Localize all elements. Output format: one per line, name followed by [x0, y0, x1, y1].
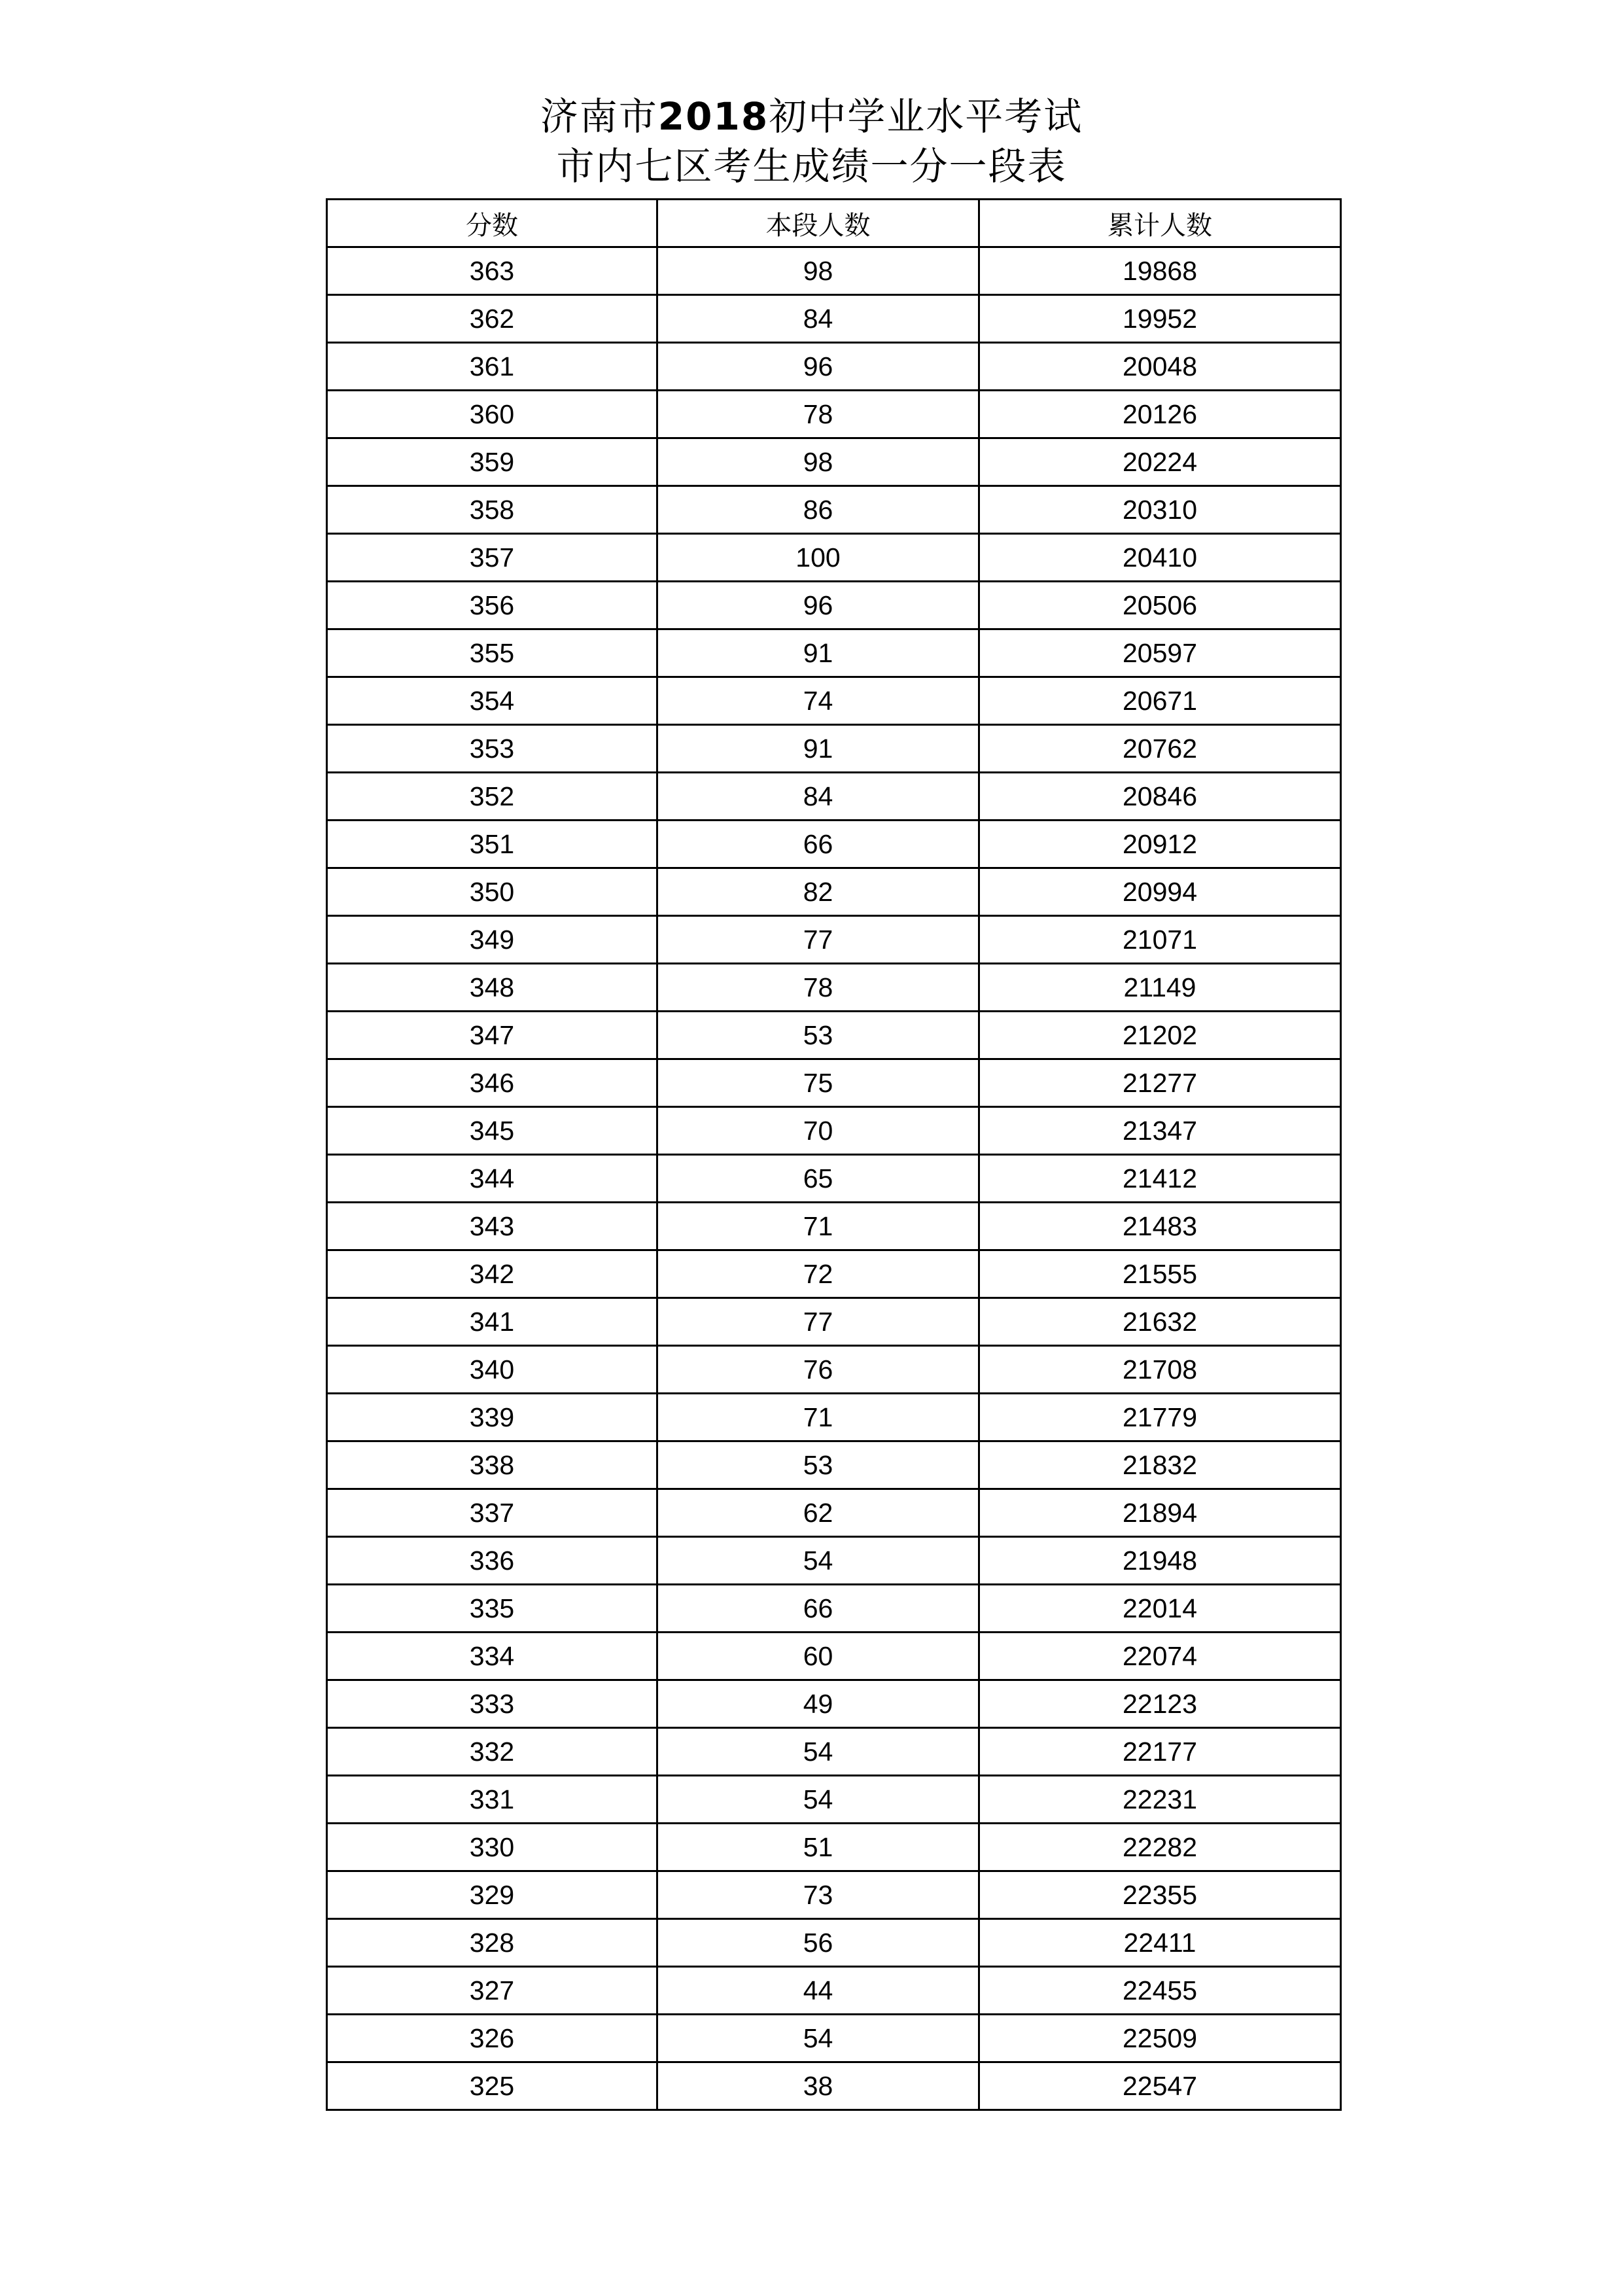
cell-cumulative-count: 21202 [979, 1012, 1341, 1059]
cell-segment-count: 71 [657, 1203, 979, 1250]
cell-cumulative-count: 20912 [979, 821, 1341, 868]
cell-segment-count: 70 [657, 1107, 979, 1155]
table-row [327, 1059, 1341, 1107]
table-row [327, 1776, 1341, 1824]
cell-cumulative-count: 21277 [979, 1059, 1341, 1107]
cell-cumulative-count: 22123 [979, 1680, 1341, 1728]
table-row [327, 964, 1341, 1012]
cell-segment-count: 72 [657, 1250, 979, 1298]
cell-cumulative-count: 20506 [979, 582, 1341, 629]
cell-segment-count: 44 [657, 1967, 979, 2015]
cell-score: 349 [327, 916, 657, 964]
cell-score: 359 [327, 438, 657, 486]
table-row [327, 1967, 1341, 2015]
cell-cumulative-count: 20762 [979, 725, 1341, 773]
cell-segment-count: 56 [657, 1919, 979, 1967]
cell-score: 332 [327, 1728, 657, 1776]
cell-segment-count: 51 [657, 1824, 979, 1871]
table-row [327, 1012, 1341, 1059]
cell-score: 343 [327, 1203, 657, 1250]
cell-segment-count: 78 [657, 391, 979, 438]
table-row [327, 247, 1341, 295]
table-row [327, 2015, 1341, 2062]
cell-score: 357 [327, 534, 657, 582]
cell-cumulative-count: 22074 [979, 1633, 1341, 1680]
table-row [327, 391, 1341, 438]
table-row [327, 1441, 1341, 1489]
cell-cumulative-count: 22177 [979, 1728, 1341, 1776]
table-body [327, 247, 1341, 2110]
cell-score: 345 [327, 1107, 657, 1155]
table-row [327, 1489, 1341, 1537]
cell-score: 341 [327, 1298, 657, 1346]
cell-segment-count: 86 [657, 486, 979, 534]
cell-score: 340 [327, 1346, 657, 1394]
cell-segment-count: 71 [657, 1394, 979, 1441]
table-row [327, 1728, 1341, 1776]
table-row [327, 1250, 1341, 1298]
table-row [327, 2062, 1341, 2110]
cell-segment-count: 75 [657, 1059, 979, 1107]
title-city: 济南市 [540, 94, 658, 139]
cell-score: 360 [327, 391, 657, 438]
cell-segment-count: 60 [657, 1633, 979, 1680]
title-year: 2018 [657, 94, 769, 139]
cell-score: 353 [327, 725, 657, 773]
cell-cumulative-count: 21412 [979, 1155, 1341, 1203]
cell-segment-count: 96 [657, 582, 979, 629]
table-row [327, 438, 1341, 486]
table-row [327, 677, 1341, 725]
cell-cumulative-count: 19868 [979, 247, 1341, 295]
cell-score: 351 [327, 821, 657, 868]
table-row [327, 1298, 1341, 1346]
cell-score: 329 [327, 1871, 657, 1919]
cell-segment-count: 54 [657, 1776, 979, 1824]
document-title [0, 92, 1623, 191]
table-row [327, 1394, 1341, 1441]
table-row [327, 1203, 1341, 1250]
score-distribution-table [326, 198, 1342, 2111]
cell-score: 342 [327, 1250, 657, 1298]
title-line-1 [0, 92, 1623, 141]
cell-cumulative-count: 22411 [979, 1919, 1341, 1967]
cell-score: 331 [327, 1776, 657, 1824]
cell-cumulative-count: 21832 [979, 1441, 1341, 1489]
table-row [327, 1107, 1341, 1155]
title-line-2: 市内七区考生成绩一分一段表 [556, 144, 1067, 188]
cell-cumulative-count: 21632 [979, 1298, 1341, 1346]
cell-segment-count: 98 [657, 247, 979, 295]
cell-score: 328 [327, 1919, 657, 1967]
cell-segment-count: 98 [657, 438, 979, 486]
cell-score: 327 [327, 1967, 657, 2015]
cell-score: 350 [327, 868, 657, 916]
header-segment-count: 本段人数 [657, 200, 979, 247]
cell-score: 352 [327, 773, 657, 821]
header-score: 分数 [327, 200, 657, 247]
cell-cumulative-count: 22282 [979, 1824, 1341, 1871]
cell-segment-count: 96 [657, 343, 979, 391]
cell-score: 356 [327, 582, 657, 629]
table-row [327, 1871, 1341, 1919]
cell-score: 336 [327, 1537, 657, 1585]
table-row [327, 1585, 1341, 1633]
table-row [327, 773, 1341, 821]
cell-segment-count: 74 [657, 677, 979, 725]
cell-cumulative-count: 20597 [979, 629, 1341, 677]
cell-score: 355 [327, 629, 657, 677]
cell-score: 333 [327, 1680, 657, 1728]
cell-score: 335 [327, 1585, 657, 1633]
cell-segment-count: 77 [657, 1298, 979, 1346]
table-row [327, 1680, 1341, 1728]
cell-cumulative-count: 19952 [979, 295, 1341, 343]
cell-segment-count: 38 [657, 2062, 979, 2110]
table-row [327, 1155, 1341, 1203]
cell-segment-count: 100 [657, 534, 979, 582]
table-row [327, 1824, 1341, 1871]
cell-score: 326 [327, 2015, 657, 2062]
cell-cumulative-count: 21555 [979, 1250, 1341, 1298]
cell-cumulative-count: 20048 [979, 343, 1341, 391]
table-row [327, 1346, 1341, 1394]
table-row [327, 916, 1341, 964]
table-row [327, 1919, 1341, 1967]
cell-cumulative-count: 20671 [979, 677, 1341, 725]
table-row [327, 868, 1341, 916]
cell-segment-count: 77 [657, 916, 979, 964]
cell-score: 339 [327, 1394, 657, 1441]
table-row [327, 1633, 1341, 1680]
cell-cumulative-count: 20410 [979, 534, 1341, 582]
cell-cumulative-count: 22355 [979, 1871, 1341, 1919]
cell-score: 361 [327, 343, 657, 391]
cell-cumulative-count: 21347 [979, 1107, 1341, 1155]
cell-cumulative-count: 22231 [979, 1776, 1341, 1824]
cell-cumulative-count: 20994 [979, 868, 1341, 916]
cell-segment-count: 91 [657, 725, 979, 773]
cell-segment-count: 54 [657, 2015, 979, 2062]
cell-cumulative-count: 21948 [979, 1537, 1341, 1585]
cell-cumulative-count: 22509 [979, 2015, 1341, 2062]
cell-cumulative-count: 21894 [979, 1489, 1341, 1537]
table-row [327, 295, 1341, 343]
cell-cumulative-count: 22014 [979, 1585, 1341, 1633]
cell-segment-count: 65 [657, 1155, 979, 1203]
cell-segment-count: 66 [657, 821, 979, 868]
cell-cumulative-count: 21071 [979, 916, 1341, 964]
cell-segment-count: 66 [657, 1585, 979, 1633]
cell-score: 344 [327, 1155, 657, 1203]
table-row [327, 725, 1341, 773]
cell-score: 354 [327, 677, 657, 725]
table-row [327, 486, 1341, 534]
cell-segment-count: 84 [657, 773, 979, 821]
cell-segment-count: 53 [657, 1012, 979, 1059]
cell-segment-count: 84 [657, 295, 979, 343]
cell-score: 338 [327, 1441, 657, 1489]
cell-cumulative-count: 20126 [979, 391, 1341, 438]
cell-cumulative-count: 21149 [979, 964, 1341, 1012]
cell-cumulative-count: 21708 [979, 1346, 1341, 1394]
cell-segment-count: 54 [657, 1537, 979, 1585]
cell-cumulative-count: 21779 [979, 1394, 1341, 1441]
cell-score: 337 [327, 1489, 657, 1537]
cell-cumulative-count: 22547 [979, 2062, 1341, 2110]
cell-segment-count: 82 [657, 868, 979, 916]
cell-score: 348 [327, 964, 657, 1012]
cell-cumulative-count: 20846 [979, 773, 1341, 821]
cell-score: 334 [327, 1633, 657, 1680]
cell-cumulative-count: 20224 [979, 438, 1341, 486]
cell-cumulative-count: 22455 [979, 1967, 1341, 2015]
cell-segment-count: 53 [657, 1441, 979, 1489]
table-row [327, 821, 1341, 868]
table-row [327, 582, 1341, 629]
cell-cumulative-count: 21483 [979, 1203, 1341, 1250]
cell-segment-count: 62 [657, 1489, 979, 1537]
table-row [327, 343, 1341, 391]
cell-cumulative-count: 20310 [979, 486, 1341, 534]
cell-score: 330 [327, 1824, 657, 1871]
cell-score: 358 [327, 486, 657, 534]
title-exam: 初中学业水平考试 [769, 94, 1083, 139]
cell-segment-count: 49 [657, 1680, 979, 1728]
cell-score: 362 [327, 295, 657, 343]
cell-segment-count: 91 [657, 629, 979, 677]
cell-score: 347 [327, 1012, 657, 1059]
table-row [327, 1537, 1341, 1585]
cell-segment-count: 73 [657, 1871, 979, 1919]
cell-score: 363 [327, 247, 657, 295]
cell-segment-count: 54 [657, 1728, 979, 1776]
cell-segment-count: 78 [657, 964, 979, 1012]
table-header-row [327, 200, 1341, 247]
table-row [327, 534, 1341, 582]
cell-score: 325 [327, 2062, 657, 2110]
table-row [327, 629, 1341, 677]
cell-score: 346 [327, 1059, 657, 1107]
header-cumulative-count: 累计人数 [979, 200, 1341, 247]
cell-segment-count: 76 [657, 1346, 979, 1394]
